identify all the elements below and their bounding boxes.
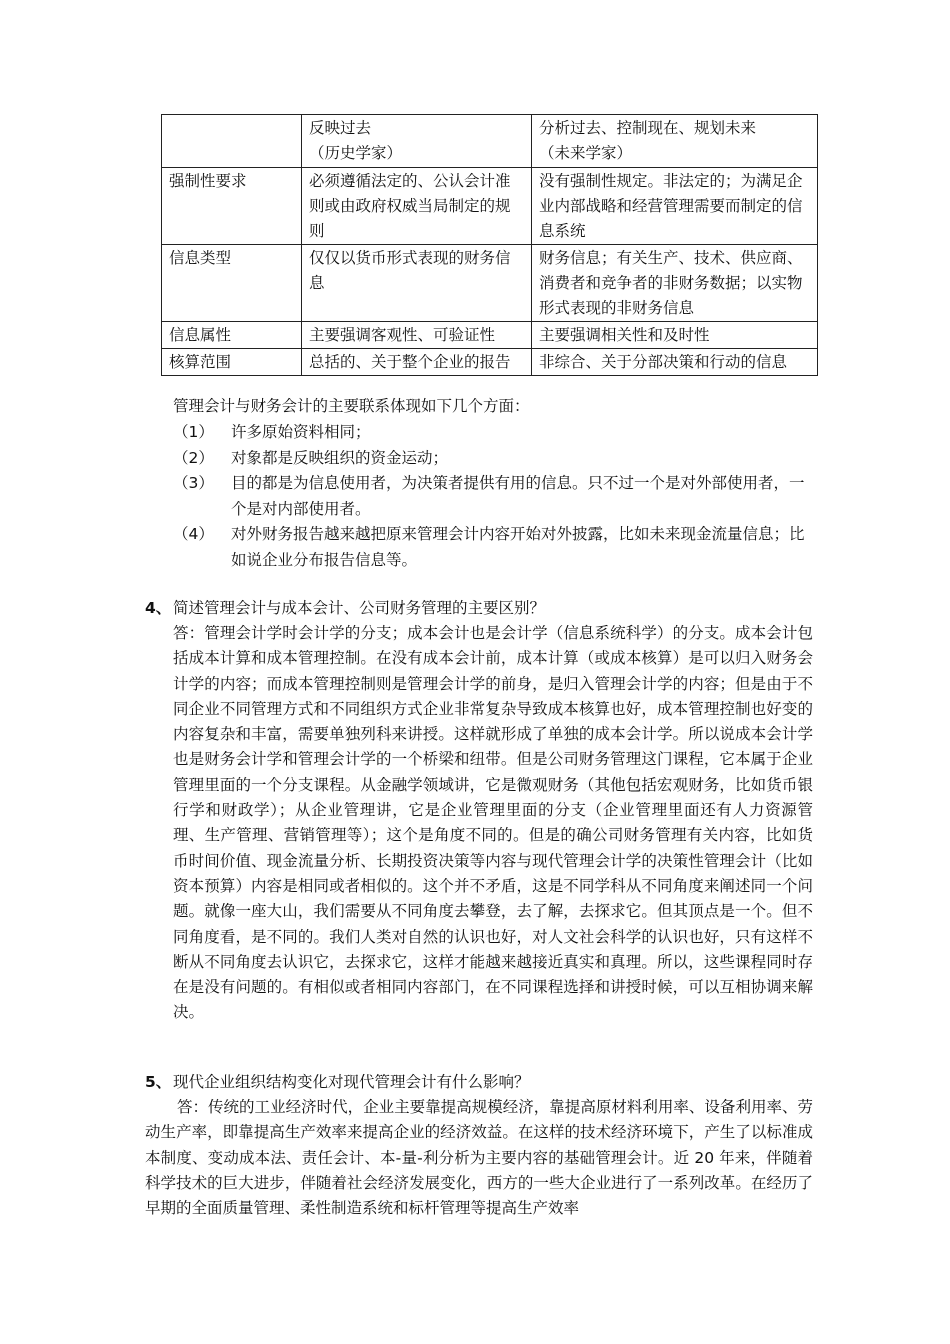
relations-list [173, 420, 813, 573]
table-cell-financial: 必须遵循法定的、公认会计准则或由政府权威当局制定的规则 [302, 168, 532, 245]
table-cell-management: 分析过去、控制现在、规划未来 （未来学家） [532, 115, 818, 168]
table-cell-management: 非综合、关于分部决策和行动的信息 [532, 349, 818, 376]
table-cell-label [162, 115, 302, 168]
table-cell-label: 信息属性 [162, 322, 302, 349]
list-item-number: （2） [173, 448, 214, 467]
list-item-text: 目的都是为信息使用者，为决策者提供有用的信息。只不过一个是对外部使用者，一个是对内部使用者。 [231, 474, 805, 518]
question-5-heading [145, 1070, 825, 1096]
list-item-number: （1） [173, 423, 214, 441]
list-item [173, 471, 813, 522]
list-item [173, 446, 813, 472]
question-5-answer: 答：传统的工业经济时代，企业主要靠提高规模经济，靠提高原材料利用率、设备利用率、劳动生产率，即靠提高生产效率来提高企业的经济效益。在这样的技术经济环境下，产生了以标准成本制度、变动成本法、责任会计、本-量-利分析为主要内容的基础管理会计。近 20 年来，伴随着科学技术的巨大进步，伴随着社会经济发展变化，西方的一些大企业进行了一系列改革。在经历了早期的全面质量管理、柔性制造系统和标杆管理等提高生产效率 [145, 1098, 813, 1218]
relations-intro: 管理会计与财务会计的主要联系体现如下几个方面： [173, 397, 530, 415]
table-row [162, 349, 818, 376]
list-item [173, 522, 813, 573]
table-cell-management: 没有强制性规定。非法定的；为满足企业内部战略和经营管理需要而制定的信息系统 [532, 168, 818, 245]
table-cell-financial: 总括的、关于整个企业的报告 [302, 349, 532, 376]
table-row [162, 245, 818, 322]
table-cell-financial: 反映过去 （历史学家） [302, 115, 532, 168]
table-row [162, 322, 818, 349]
list-item-number: （3） [173, 474, 214, 492]
table-cell-label: 强制性要求 [162, 168, 302, 245]
comparison-table [161, 114, 818, 376]
list-item-text: 许多原始资料相同； [231, 423, 371, 441]
question-text: 现代企业组织结构变化对现代管理会计有什么影响？ [173, 1073, 530, 1091]
table-cell-financial: 仅仅以货币形式表现的财务信息 [302, 245, 532, 322]
list-item-text: 对象都是反映组织的资金运动； [231, 448, 449, 467]
question-text: 简述管理会计与成本会计、公司财务管理的主要区别？ [173, 599, 546, 617]
table-cell-management: 财务信息；有关生产、技术、供应商、消费者和竞争者的非财务数据；以实物形式表现的非财务信息 [532, 245, 818, 322]
question-4-heading [145, 596, 825, 622]
list-item-number: （4） [173, 525, 214, 543]
list-item [173, 420, 813, 446]
table-row [162, 115, 818, 168]
table-cell-management: 主要强调相关性和及时性 [532, 322, 818, 349]
question-number: 5、 [145, 1073, 172, 1091]
question-number: 4、 [145, 599, 172, 617]
table-cell-label: 信息类型 [162, 245, 302, 322]
table-row [162, 168, 818, 245]
question-4-answer: 答：管理会计学时会计学的分支；成本会计也是会计学（信息系统科学）的分支。成本会计包括成本计算和成本管理控制。在没有成本会计前，成本计算（或成本核算）是可以归入财务会计学的内容；而成本管理控制则是管理会计学的前身，是归入管理会计学的内容；但是由于不同企业不同管理方式和不同组织方式企业非常复杂导致成本核算也好，成本管理控制也好变的内容复杂和丰富，需要单独列科来讲授。这样就形成了单独的成本会计学。所以说成本会计学也是财务会计学和管理会计学的一个桥梁和纽带。但是公司财务管理这门课程，它本属于企业管理里面的一个分支课程。从金融学领域讲，它是微观财务（其他包括宏观财务，比如货币银行学和财政学）；从企业管理讲，它是企业管理里面的分支（企业管理里面还有人力资源管理、生产管理、营销管理等）；这个是角度不同的。但是的确公司财务管理有关内容，比如货币时间价值、现金流量分析、长期投资决策等内容与现代管理会计学的决策性管理会计（比如资本预算）内容是相同或者相似的。这个并不矛盾，这是不同学科从不同角度来阐述同一个问题。就像一座大山，我们需要从不同角度去攀登，去了解，去探求它。但其顶点是一个。但不同角度看，是不同的。我们人类对自然的认识也好，对人文社会科学的认识也好，只有这样不断从不同角度去认识它，去探求它，这样才能越来越接近真实和真理。所以，这些课程同时存在是没有问题的。有相似或者相同内容部门，在不同课程选择和讲授时候，可以互相协调来解决。 [173, 624, 813, 1022]
table-cell-financial: 主要强调客观性、可验证性 [302, 322, 532, 349]
table-cell-label: 核算范围 [162, 349, 302, 376]
list-item-text: 对外财务报告越来越把原来管理会计内容开始对外披露，比如未来现金流量信息；比如说企业分布报告信息等。 [231, 525, 805, 569]
